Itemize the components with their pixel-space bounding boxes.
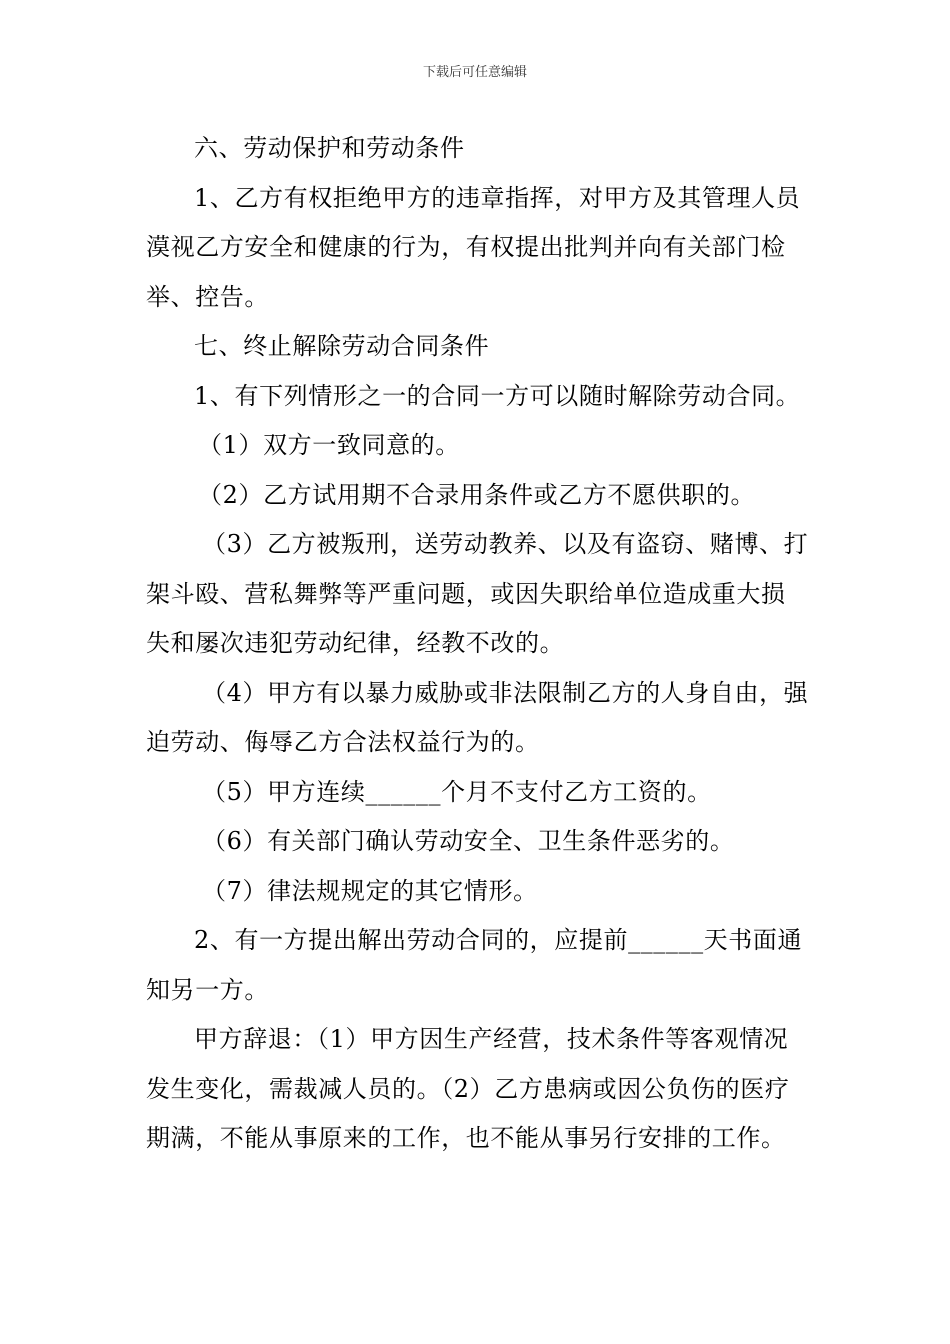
list-item-4: （4）甲方有以暴力威胁或非法限制乙方的人身自由，强迫劳动、侮辱乙方合法权益行为的。 <box>146 678 809 756</box>
list-item-7: （7）律法规规定的其它情形。 <box>202 876 538 905</box>
paragraph-termination-intro: 1、有下列情形之一的合同一方可以随时解除劳动合同。 <box>194 381 801 410</box>
list-item-5: （5）甲方连续______个月不支付乙方工资的。 <box>202 777 712 806</box>
paragraph-employer-dismissal: 甲方辞退：（1）甲方因生产经营，技术条件等客观情况发生变化，需裁减人员的。（2）乙方患病或因公负伤的医疗期满，不能从事原来的工作，也不能从事另行安排的工作。 <box>146 1025 790 1152</box>
paragraph-refuse-illegal-command: 1、乙方有权拒绝甲方的违章指挥，对甲方及其管理人员漠视乙方安全和健康的行为，有权提出批判并向有关部门检举、控告。 <box>146 183 801 311</box>
section-heading-termination: 七、终止解除劳动合同条件 <box>194 332 490 360</box>
list-item-3: （3）乙方被叛刑，送劳动教养、以及有盗窃、赌博、打架斗殴、营私舞弊等严重问题，或因失职给单位造成重大损失和屡次违犯劳动纪律，经教不改的。 <box>146 530 809 657</box>
document-body <box>146 124 810 1164</box>
list-item-1: （1）双方一致同意的。 <box>198 431 460 459</box>
page-header: 下载后可任意编辑 <box>422 65 527 80</box>
section-heading-labor-protection: 六、劳动保护和劳动条件 <box>194 134 465 162</box>
paragraph-advance-notice: 2、有一方提出解出劳动合同的，应提前______天书面通知另一方。 <box>146 926 803 1004</box>
list-item-2: （2）乙方试用期不合录用条件或乙方不愿供职的。 <box>198 480 756 509</box>
list-item-6: （6）有关部门确认劳动安全、卫生条件恶劣的。 <box>202 827 735 855</box>
